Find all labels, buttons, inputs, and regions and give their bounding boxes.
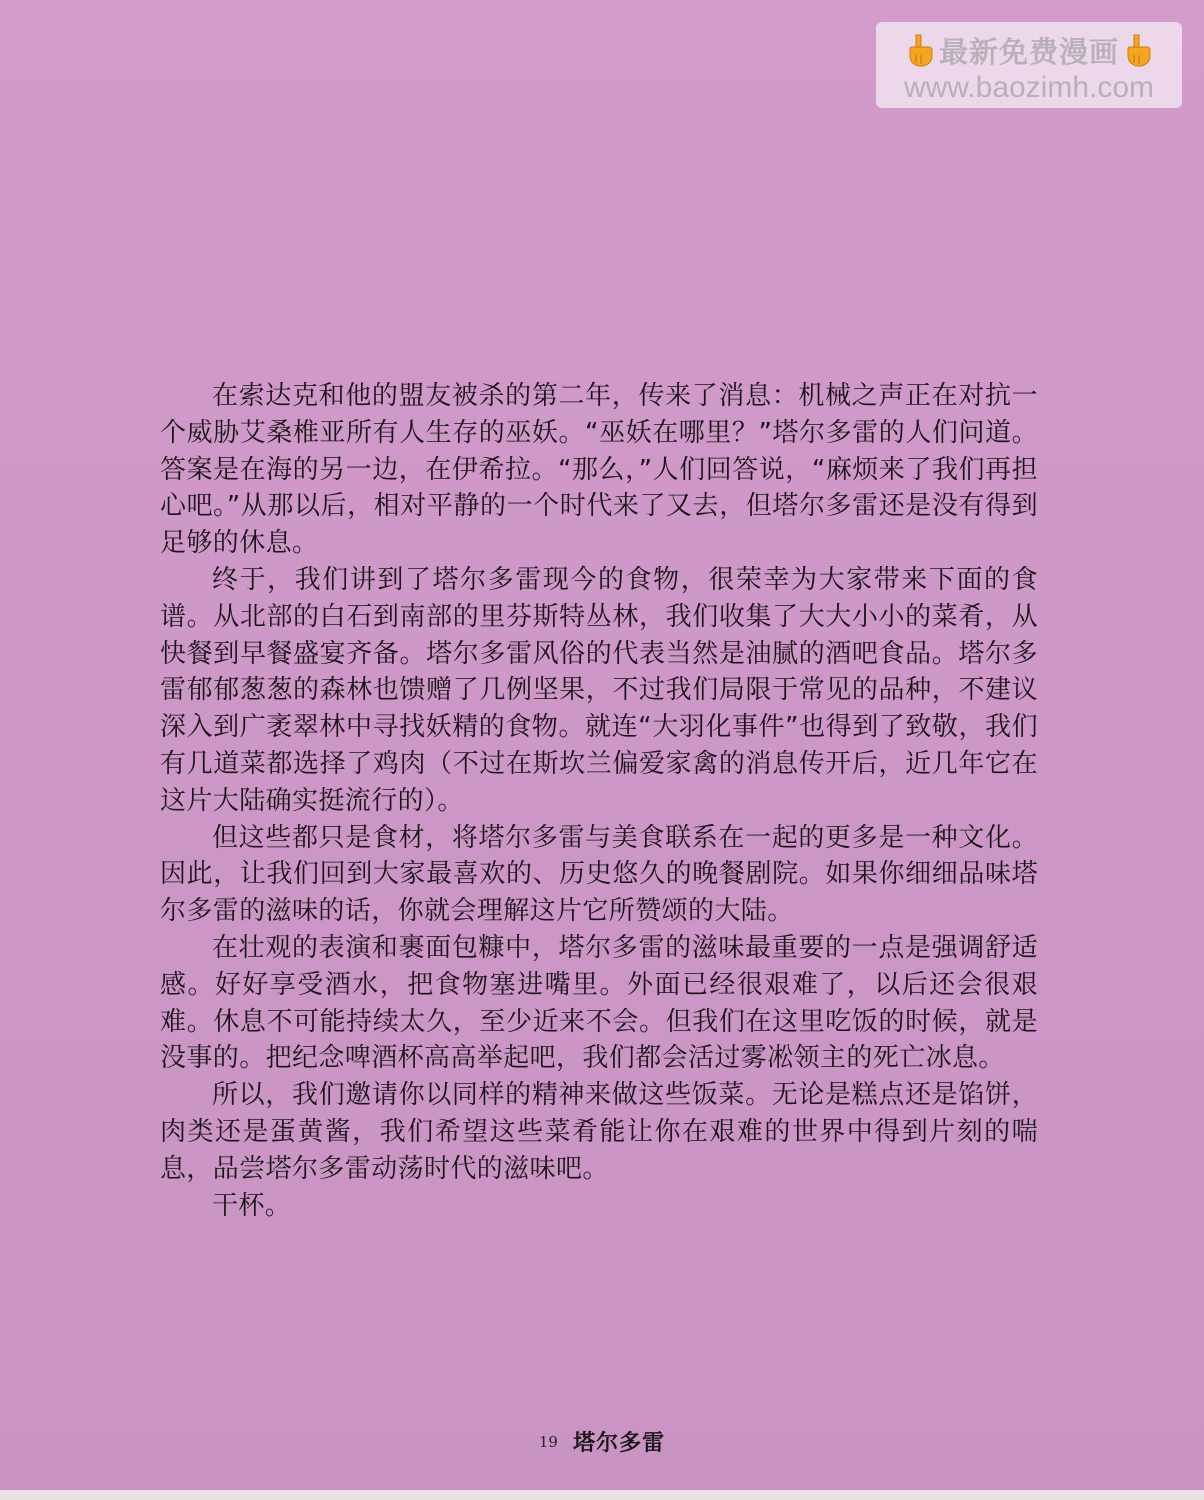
running-title: 塔尔多雷 — [573, 1431, 666, 1456]
watermark-badge — [876, 22, 1182, 108]
page-footer — [0, 1426, 1204, 1457]
body-text — [160, 378, 1038, 1224]
watermark-url: www.baozimh.com — [903, 71, 1155, 104]
paragraph: 所以，我们邀请你以同样的精神来做这些饭菜。无论是糕点还是馅饼，肉类还是蛋黄酱，我们希望这些菜肴能让你在艰难的世界中得到片刻的喘息，品尝塔尔多雷动荡时代的滋味吧。 — [160, 1080, 1038, 1184]
pointing-down-hand-icon — [1125, 33, 1151, 67]
paragraph: 在索达克和他的盟友被杀的第二年，传来了消息：机械之声正在对抗一个威胁艾桑椎亚所有人生存的巫妖。“巫妖在哪里？”塔尔多雷的人们问道。答案是在海的另一边，在伊希拉。“那么，”人们回答说，“麻烦来了我们再担心吧。”从那以后，相对平静的一个时代来了又去，但塔尔多雷还是没有得到足够的休息。 — [160, 381, 1038, 559]
paragraph: 在壮观的表演和裹面包糠中，塔尔多雷的滋味最重要的一点是强调舒适感。好好享受酒水，把食物塞进嘴里。外面已经很艰难了，以后还会很艰难。休息不可能持续太久，至少近来不会。但我们在这里吃饭的时候，就是没事的。把纪念啤酒杯高高举起吧，我们都会活过雾凇领主的死亡冰息。 — [160, 932, 1038, 1074]
paragraph: 干杯。 — [212, 1190, 292, 1221]
paragraph: 终于，我们讲到了塔尔多雷现今的食物，很荣幸为大家带来下面的食谱。从北部的白石到南部的里芬斯特丛林，我们收集了大大小小的菜肴，从快餐到早餐盛宴齐备。塔尔多雷风俗的代表当然是油腻的酒吧食品。塔尔多雷郁郁葱葱的森林也馈赠了几例坚果，不过我们局限于常见的品种，不建议深入到广袤翠林中寻找妖精的食物。就连“大羽化事件”也得到了致敬，我们有几道菜都选择了鸡肉（不过在斯坎兰偏爱家禽的消息传开后，近几年它在这片大陆确实挺流行的）。 — [160, 564, 1038, 816]
paragraph: 但这些都只是食材，将塔尔多雷与美食联系在一起的更多是一种文化。因此，让我们回到大家最喜欢的、历史悠久的晚餐剧院。如果你细细品味塔尔多雷的滋味的话，你就会理解这片它所赞颂的大陆。 — [160, 822, 1038, 927]
watermark-site-name: 最新免费漫画 — [938, 34, 1119, 69]
page-number: 19 — [538, 1432, 558, 1451]
page-edge — [0, 1490, 1204, 1500]
watermark-top-line — [876, 31, 1182, 69]
pointing-down-hand-icon — [907, 33, 933, 67]
